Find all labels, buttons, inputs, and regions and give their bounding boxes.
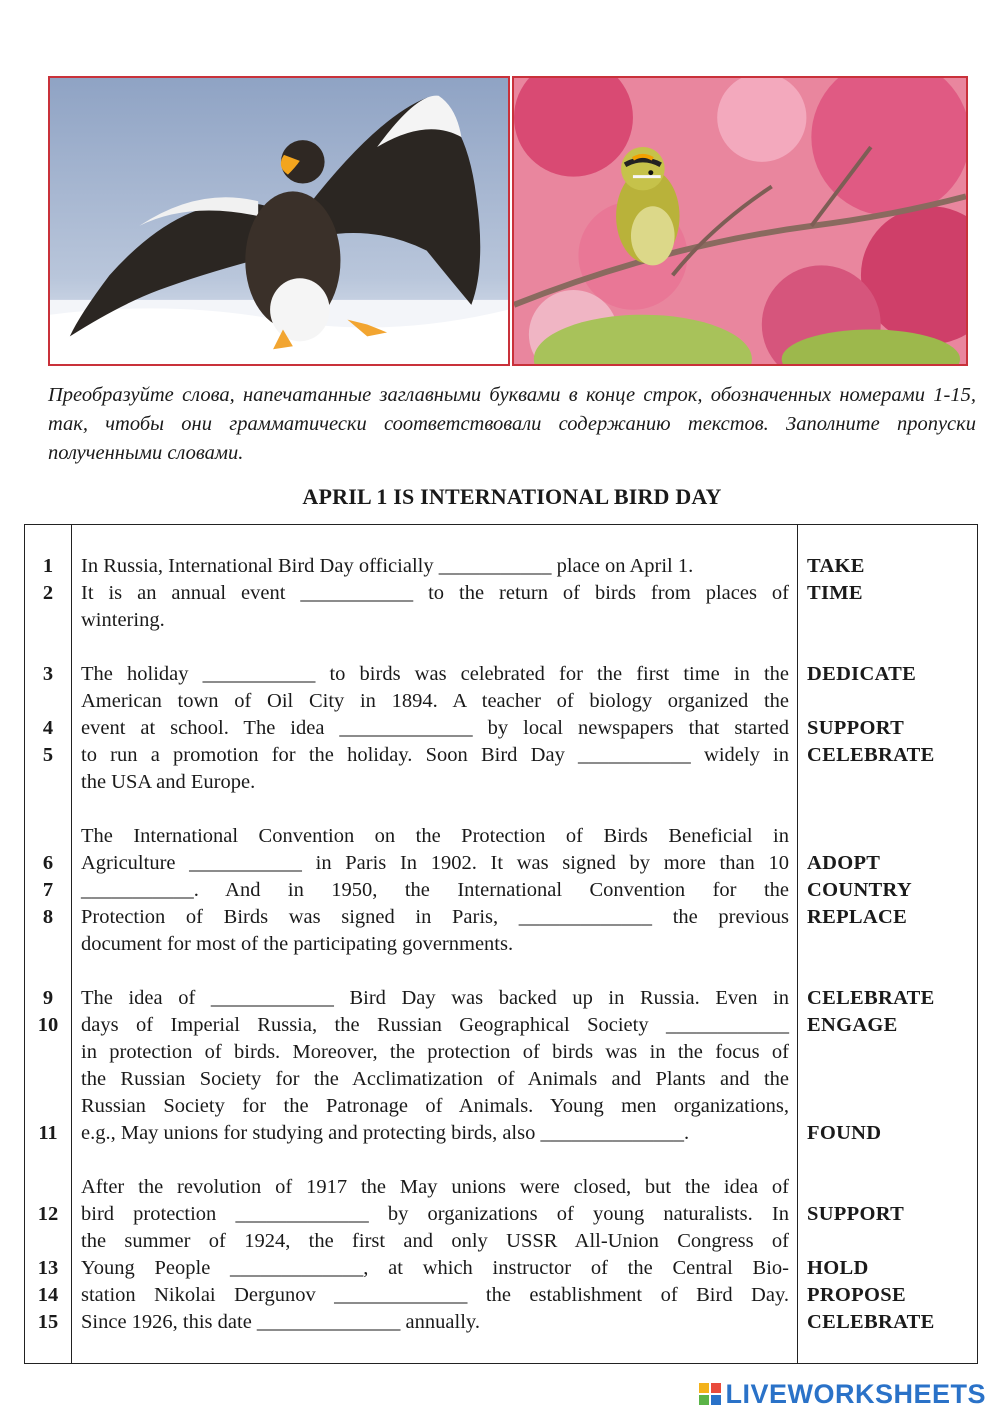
table-row bbox=[25, 1255, 979, 1282]
passage-line: ___________. And in 1950, the International Convention for the bbox=[81, 879, 789, 901]
passage-line: to run a promotion for the holiday. Soon Bird Day ___________ widely in bbox=[81, 744, 789, 766]
passage-line: After the revolution of 1917 the May unions were closed, but the idea of bbox=[81, 1176, 789, 1198]
passage-line: The idea of ____________ Bird Day was backed up in Russia. Even in bbox=[81, 987, 789, 1009]
table-row bbox=[25, 850, 979, 877]
table-row bbox=[25, 1066, 979, 1093]
table-row bbox=[25, 1120, 979, 1147]
table-row bbox=[25, 904, 979, 931]
item-number: 4 bbox=[42, 717, 54, 739]
passage-line: Agriculture ___________ in Paris In 1902. It was signed by more than 10 bbox=[81, 852, 789, 874]
task-table bbox=[24, 524, 978, 1364]
table-row bbox=[25, 1309, 979, 1336]
keyword: SUPPORT bbox=[807, 717, 905, 739]
passage-line: In Russia, International Bird Day officially ___________ place on April 1. bbox=[81, 555, 694, 577]
item-number: 8 bbox=[42, 906, 54, 928]
keyword: HOLD bbox=[807, 1257, 869, 1279]
item-number: 12 bbox=[37, 1203, 59, 1225]
passage-line: the Russian Society for the Acclimatization of Animals and Plants and the bbox=[81, 1068, 789, 1090]
passage-line: Protection of Birds was signed in Paris, _____________ the previous bbox=[81, 906, 789, 928]
keyword: FOUND bbox=[807, 1122, 882, 1144]
keyword: PROPOSE bbox=[807, 1284, 906, 1306]
passage-line: station Nikolai Dergunov _____________ the establishment of Bird Day. bbox=[81, 1284, 789, 1306]
table-row bbox=[25, 580, 979, 607]
task-instructions: Преобразуйте слова, напечатанные заглавными буквами в конце строк, обозначенных номерами 1-15, так, чтобы они грамматически соответствовали содержанию текстов. Заполните пропуски полученными словами. bbox=[48, 384, 976, 464]
eagle-illustration bbox=[50, 78, 508, 364]
table-row bbox=[25, 1093, 979, 1120]
keyword: REPLACE bbox=[807, 906, 908, 928]
songbird-illustration bbox=[514, 78, 966, 364]
page-title: APRIL 1 IS INTERNATIONAL BIRD DAY bbox=[302, 484, 722, 509]
table-row bbox=[25, 1228, 979, 1255]
item-number: 15 bbox=[37, 1311, 59, 1333]
table-row bbox=[25, 1012, 979, 1039]
table-row bbox=[25, 1201, 979, 1228]
table-row bbox=[25, 688, 979, 715]
passage-line: the summer of 1924, the first and only USSR All-Union Congress of bbox=[81, 1230, 789, 1252]
table-row bbox=[25, 1282, 979, 1309]
table-row bbox=[25, 1174, 979, 1201]
keyword: TAKE bbox=[807, 555, 865, 577]
passage-line: the USA and Europe. bbox=[81, 771, 256, 793]
liveworksheets-logo bbox=[699, 1380, 986, 1408]
passage-line: American town of Oil City in 1894. A teacher of biology organized the bbox=[81, 690, 789, 712]
keyword: CELEBRATE bbox=[807, 1311, 935, 1333]
keyword: CELEBRATE bbox=[807, 744, 935, 766]
table-row bbox=[25, 1039, 979, 1066]
passage-line: days of Imperial Russia, the Russian Geographical Society ____________ bbox=[81, 1014, 789, 1036]
passage-line: document for most of the participating governments. bbox=[81, 933, 514, 955]
table-row bbox=[25, 823, 979, 850]
table-row bbox=[25, 553, 979, 580]
item-number: 13 bbox=[37, 1257, 59, 1279]
passage-line: in protection of birds. Moreover, the protection of birds was in the focus of bbox=[81, 1041, 789, 1063]
keyword: CELEBRATE bbox=[807, 987, 935, 1009]
table-row bbox=[25, 985, 979, 1012]
item-number: 9 bbox=[42, 987, 54, 1009]
keyword: ADOPT bbox=[807, 852, 881, 874]
item-number: 3 bbox=[42, 663, 54, 685]
passage-line: The holiday ___________ to birds was celebrated for the first time in the bbox=[81, 663, 789, 685]
passage-line: It is an annual event ___________ to the return of birds from places of bbox=[81, 582, 789, 604]
item-number: 1 bbox=[42, 555, 54, 577]
logo-text: LIVEWORKSHEETS bbox=[725, 1378, 986, 1409]
table-row bbox=[25, 931, 979, 958]
item-number: 11 bbox=[38, 1122, 58, 1144]
table-row bbox=[25, 715, 979, 742]
table-row bbox=[25, 742, 979, 769]
passage-line: Russian Society for the Patronage of Animals. Young men organizations, bbox=[81, 1095, 789, 1117]
item-number: 14 bbox=[37, 1284, 59, 1306]
item-number: 6 bbox=[42, 852, 54, 874]
eagle-photo bbox=[48, 76, 510, 366]
passage-line: wintering. bbox=[81, 609, 165, 631]
table-row bbox=[25, 661, 979, 688]
item-number: 2 bbox=[42, 582, 54, 604]
item-number: 10 bbox=[37, 1014, 59, 1036]
item-number: 7 bbox=[42, 879, 54, 901]
passage-line: Young People _____________, at which instructor of the Central Bio- bbox=[81, 1257, 789, 1279]
keyword: COUNTRY bbox=[807, 879, 913, 901]
songbird-photo bbox=[512, 76, 968, 366]
passage-line: e.g., May unions for studying and protecting birds, also ______________. bbox=[81, 1122, 690, 1144]
table-row bbox=[25, 769, 979, 796]
table-row bbox=[25, 607, 979, 634]
liveworksheets-logo-icon bbox=[699, 1383, 721, 1405]
keyword: ENGAGE bbox=[807, 1014, 898, 1036]
keyword: SUPPORT bbox=[807, 1203, 905, 1225]
keyword: DEDICATE bbox=[807, 663, 917, 685]
passage-line: Since 1926, this date ______________ annually. bbox=[81, 1311, 480, 1333]
passage-line: event at school. The idea _____________ by local newspapers that started bbox=[81, 717, 789, 739]
keyword: TIME bbox=[807, 582, 863, 604]
item-number: 5 bbox=[42, 744, 54, 766]
passage-line: bird protection _____________ by organizations of young naturalists. In bbox=[81, 1203, 789, 1225]
passage-line: The International Convention on the Protection of Birds Beneficial in bbox=[81, 825, 789, 847]
table-row bbox=[25, 877, 979, 904]
